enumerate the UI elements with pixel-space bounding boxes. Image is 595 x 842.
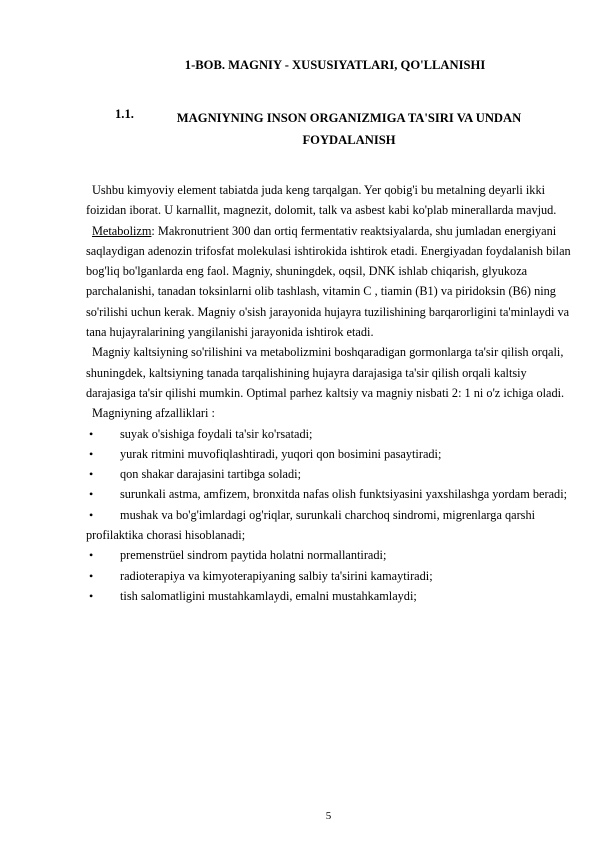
bullet-icon: • [89,548,94,563]
list-item-text: premenstrüel sindrom paytida holatni normallantiradi; [120,548,387,563]
paragraph-benefits-heading: Magniyning afzalliklari : [92,406,215,421]
list-item [86,566,574,586]
bullet-icon: • [89,588,94,603]
metabolism-term: Metabolizm [92,223,152,238]
paragraph-intro: Ushbu kimyoviy element tabiatda juda keng tarqalgan. Yer qobig'i bu metalning deyarli ikki foizidan iborat. U karnallit, magnezit, dolomit, talk va asbest kabi ko'plab minerallarda mavjud. [86,183,557,218]
list-item [86,444,574,464]
list-item-text: surunkali astma, amfizem, bronxitda nafas olish funktsiyasini yaxshilashga yordam beradi; [120,487,568,502]
metabolism-text: : Makronutrient 300 dan ortiq fermentativ reaktsiyalarda, shu jumladan energiyani saqlaydigan adenozin trifosfat molekulasi ishtirokida ishtirok etadi. Energiyadan foydalanish bilan bog'liq bo'lganlarda eng faol. Magniy, shuningdek, oqsil, DNK ishlab chiqarish, glyukoza parchalanishi, tanadan toksinlarni olib tashlash, vitamin C , tiamin (B1) va piridoksin (B6) ning so'rilishi uchun kerak. Magniy o'sish jarayonida hujayra tuzilishining barqarorligini ta'minlaydi va tana hujayralarining yangilanishi jarayonida ishtirok etadi. [86,223,571,340]
bullet-icon: • [89,467,94,482]
list-item [86,464,574,484]
chapter-title: 1-BOB. MAGNIY - XUSUSIYATLARI, QO'LLANISHI [184,58,486,72]
page-number: 5 [325,810,332,822]
section-number: 1.1. [115,107,134,121]
list-item [86,424,574,444]
list-item-text: qon shakar darajasini tartibga soladi; [120,467,301,482]
list-item-text: radioterapiya va kimyoterapiyaning salbiy ta'sirini kamaytiradi; [120,568,433,583]
list-item [86,586,574,606]
list-item [86,545,574,565]
bullet-icon: • [89,487,94,502]
bullet-icon: • [89,507,94,522]
bullet-icon: • [89,426,94,441]
bullet-icon: • [89,446,94,461]
list-item [86,484,574,504]
list-item [86,505,574,546]
paragraph-metabolism [86,221,574,343]
list-item-text: tish salomatligini mustahkamlaydi, emalni mustahkamlaydi; [120,588,417,603]
paragraph-calcium: Magniy kaltsiyning so'rilishini va metabolizmini boshqaradigan gormonlarga ta'sir qilish orqali, shuningdek, kaltsiyning tanada tarqalishining hujayra darajasiga ta'sir qilish orqali kaltsiy darajasiga ta'sir qilishi mumkin. Optimal parhez kaltsiy va magniy nisbati 2: 1 ni o'z ichiga oladi. [86,345,565,400]
list-item-text: mushak va bo'g'imlardagi og'riqlar, surunkali charchoq sindromi, migrenlarga qarshi profilaktika chorasi hisoblanadi; [86,507,536,543]
bullet-icon: • [89,568,94,583]
list-item-text: suyak o'sishiga foydali ta'sir ko'rsatadi; [120,426,313,441]
benefits-list [86,424,574,607]
section-title: MAGNIYNING INSON ORGANIZMIGA TA'SIRI VA UNDAN FOYDALANISH [176,111,522,147]
list-item-text: yurak ritmini muvofiqlashtiradi, yuqori qon bosimini pasaytiradi; [120,446,442,461]
body-text [86,180,574,606]
